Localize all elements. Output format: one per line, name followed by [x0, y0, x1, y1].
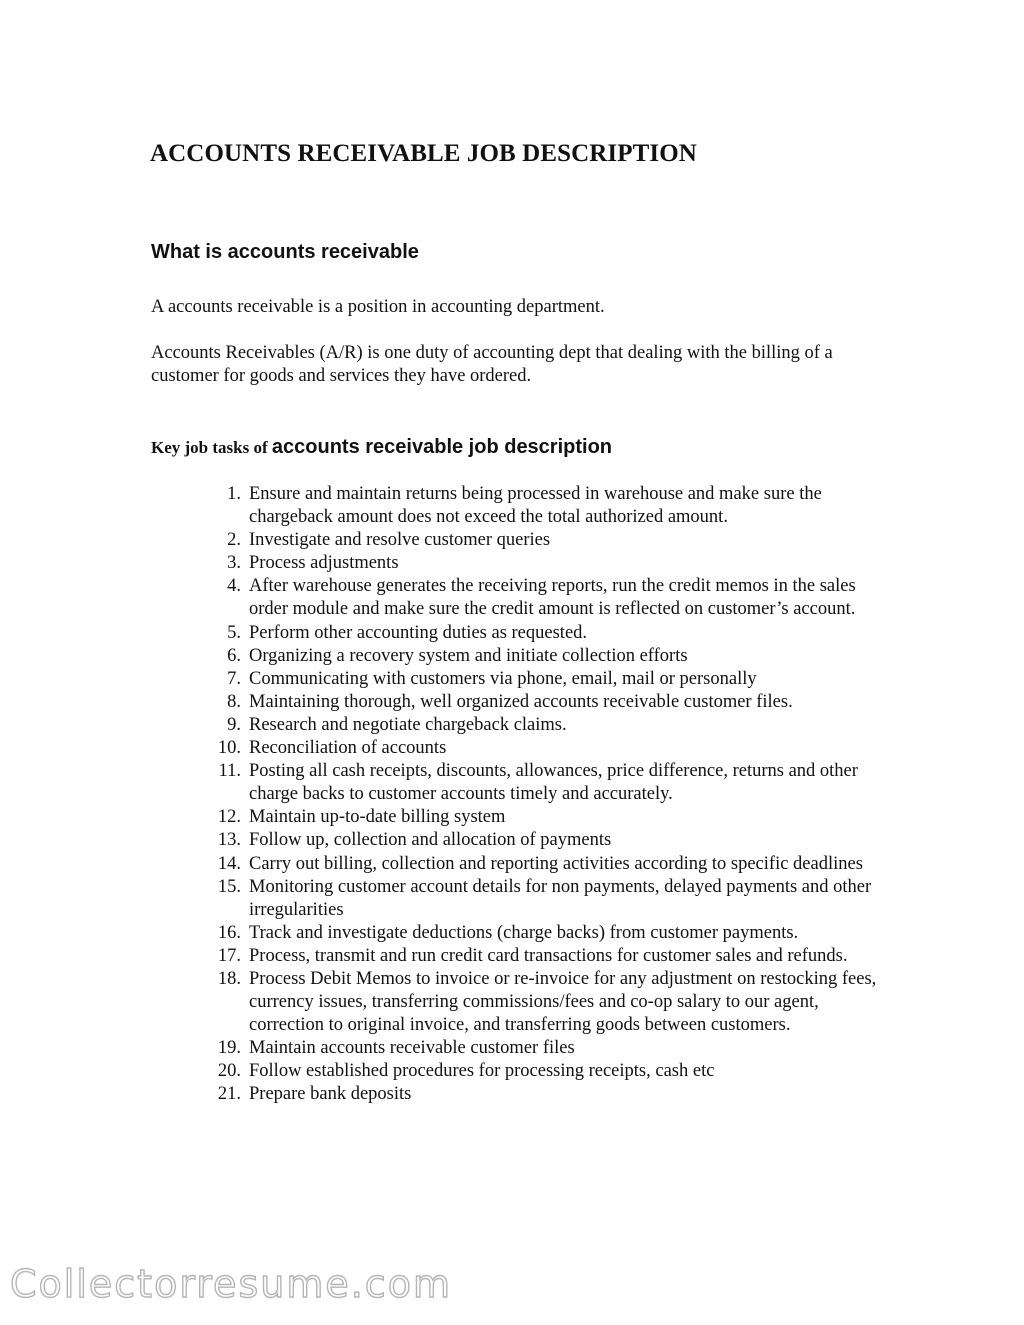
list-item-number: 17. [217, 945, 241, 966]
list-item [204, 668, 894, 691]
list-item-text: Process adjustments [249, 553, 399, 574]
list-item-text: Communicating with customers via phone, email, mail or personally [249, 668, 757, 689]
list-item [204, 968, 894, 1037]
list-item-text: Maintaining thorough, well organized accounts receivable customer files. [249, 691, 793, 712]
list-item-text: Perform other accounting duties as requested. [249, 622, 588, 643]
tasks-heading-lead: Key job tasks of [151, 438, 272, 457]
list-item-text: Maintain up-to-date billing system [249, 807, 506, 828]
list-item [204, 853, 894, 876]
list-item [204, 760, 894, 806]
list-item [204, 1037, 894, 1060]
list-item [204, 922, 894, 945]
list-item-text: Process, transmit and run credit card transactions for customer sales and refunds. [249, 945, 848, 966]
list-item-number: 11. [218, 761, 241, 782]
section-heading: What is accounts receivable [151, 241, 419, 263]
list-item [204, 552, 894, 575]
list-item-text: Track and investigate deductions (charge backs) from customer payments. [249, 922, 799, 943]
list-item-number: 5. [227, 622, 241, 643]
list-item-number: 13. [217, 830, 241, 851]
list-item-text: Follow established procedures for processing receipts, cash etc [249, 1061, 715, 1082]
list-item-number: 3. [227, 553, 241, 574]
list-item-number: 8. [227, 691, 241, 712]
tasks-heading [151, 433, 612, 460]
list-item-number: 10. [217, 738, 241, 759]
list-item [204, 945, 894, 968]
list-item [204, 691, 894, 714]
list-item-text: Process Debit Memos to invoice or re-invoice for any adjustment on restocking fees, currency issues, transferring commissions/fees and co-op salary to our agent, correction to original invoice, and transferring goods between customers. [249, 968, 877, 1036]
list-item-text: Ensure and maintain returns being processed in warehouse and make sure the chargeback amount does not exceed the total authorized amount. [249, 484, 822, 528]
list-item-text: Maintain accounts receivable customer files [249, 1038, 575, 1059]
list-item-text: Investigate and resolve customer queries [249, 530, 551, 551]
intro-paragraph: A accounts receivable is a position in accounting department. [151, 297, 605, 317]
list-item-text: Carry out billing, collection and reporting activities according to specific deadlines [249, 853, 863, 874]
list-item-number: 21. [217, 1084, 241, 1105]
task-list [204, 483, 894, 1107]
list-item [204, 806, 894, 829]
watermark: Collectorresume.com [10, 1262, 452, 1306]
list-item [204, 483, 894, 529]
list-item-number: 4. [227, 576, 241, 597]
list-item-text: Prepare bank deposits [249, 1084, 412, 1105]
tasks-heading-tail: accounts receivable job description [271, 436, 613, 458]
list-item-text: Follow up, collection and allocation of payments [249, 830, 612, 851]
list-item-text: Reconciliation of accounts [249, 738, 447, 759]
list-item-number: 15. [217, 876, 241, 897]
list-item-number: 14. [217, 853, 241, 874]
list-item-number: 20. [217, 1061, 241, 1082]
list-item-text: Monitoring customer account details for non payments, delayed payments and other irregularities [249, 876, 872, 920]
list-item-text: Posting all cash receipts, discounts, allowances, price difference, returns and other charge backs to customer accounts timely and accurately. [249, 761, 858, 805]
list-item-number: 1. [227, 484, 241, 504]
list-item-text: Organizing a recovery system and initiate collection efforts [249, 645, 688, 666]
list-item [204, 622, 894, 645]
list-item [204, 575, 894, 621]
definition-paragraph: Accounts Receivables (A/R) is one duty of accounting dept that dealing with the billing of a customer for goods and services they have ordered. [151, 343, 833, 386]
list-item-number: 6. [227, 645, 241, 666]
document-title: ACCOUNTS RECEIVABLE JOB DESCRIPTION [150, 140, 697, 167]
list-item-text: After warehouse generates the receiving reports, run the credit memos in the sales order module and make sure the credit amount is reflected on customer’s account. [249, 576, 856, 620]
list-item-number: 19. [217, 1038, 241, 1059]
list-item [204, 1060, 894, 1083]
list-item [204, 829, 894, 852]
list-item-number: 9. [227, 714, 241, 735]
list-item-text: Research and negotiate chargeback claims. [249, 714, 567, 735]
list-item [204, 1083, 894, 1106]
list-item [204, 737, 894, 760]
list-item-number: 18. [217, 968, 241, 989]
list-item [204, 645, 894, 668]
list-item [204, 529, 894, 552]
list-item [204, 714, 894, 737]
list-item-number: 16. [217, 922, 241, 943]
list-item-number: 12. [217, 807, 241, 828]
list-item-number: 2. [227, 530, 241, 551]
list-item-number: 7. [227, 668, 241, 689]
list-item [204, 876, 894, 922]
